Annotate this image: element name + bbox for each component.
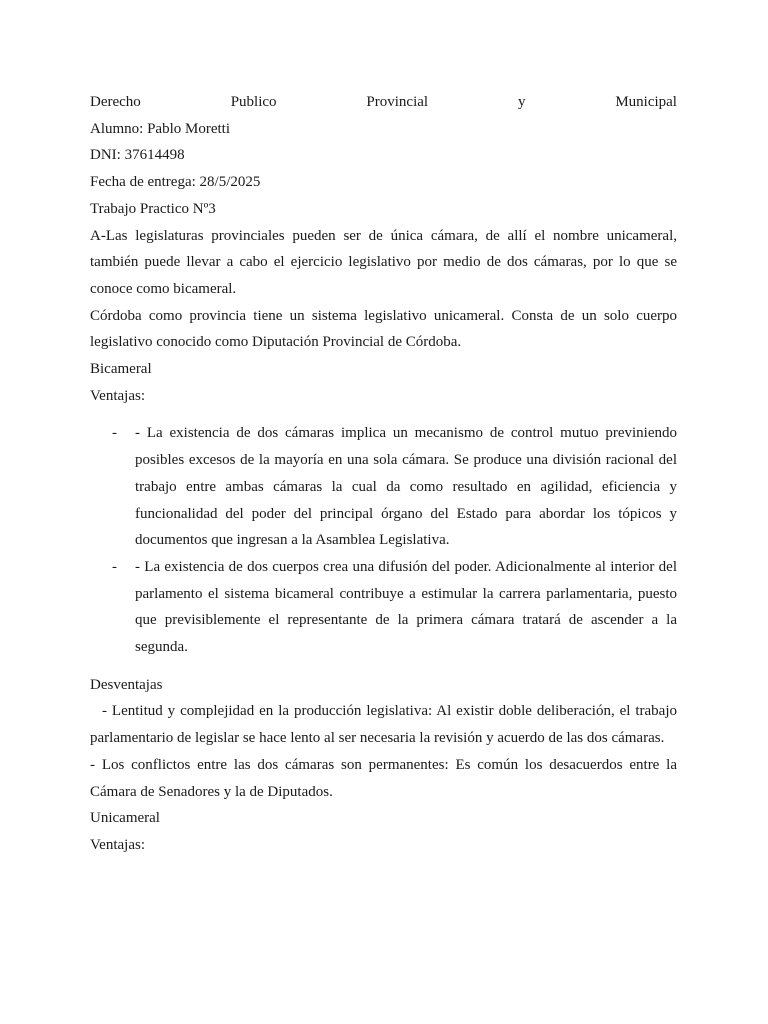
- desventaja-item: - Lentitud y complejidad en la producción legislativa: Al existir doble deliberación, el trabajo parlamentario de legislar se hace lento al ser necesaria la revisión y acuerdo de las dos cámaras.: [90, 703, 677, 747]
- title-word: Municipal: [615, 94, 677, 110]
- desventajas-label: Desventajas: [90, 676, 163, 693]
- student-dni: DNI: 37614498: [90, 147, 185, 164]
- list-item-text: - La existencia de dos cámaras implica un mecanismo de control mutuo previniendo posibles excesos de la mayoría en una sola cámara. Se produce una división racional del trabajo entre ambas cámaras la cual da como resultado en agilidad, eficiencia y funcionalidad del poder del principal órgano del Estado para abordar los tópicos y documentos que ingresan a la Asamblea Legislativa.: [135, 425, 677, 549]
- bullet-dash: -: [112, 558, 117, 575]
- desventaja-item: - Los conflictos entre las dos cámaras son permanentes: Es común los desacuerdos entre la Cámara de Senadores y la de Diputados.: [90, 756, 677, 800]
- list-item: [90, 420, 677, 554]
- assignment-title: Trabajo Practico Nº3: [90, 200, 216, 217]
- section-heading-bicameral: Bicameral: [90, 361, 152, 378]
- title-word: Provincial: [366, 94, 429, 110]
- ventajas-label: Ventajas:: [90, 387, 145, 404]
- document-title: [90, 89, 677, 116]
- unicameral-ventajas-label: Ventajas:: [90, 836, 145, 853]
- title-word: y: [517, 94, 526, 110]
- list-item-text: - La existencia de dos cuerpos crea una difusión del poder. Adicionalmente al interior del parlamento el sistema bicameral contribuye a estimular la carrera parlamentaria, puesto que previsiblemente el representante de la primera cámara tratará de ascender a la segunda.: [135, 558, 677, 656]
- section-heading-unicameral: Unicameral: [90, 810, 160, 827]
- due-date: Fecha de entrega: 28/5/2025: [90, 174, 261, 191]
- paragraph-cordoba: Córdoba como provincia tiene un sistema legislativo unicameral. Consta de un solo cuerpo legislativo conocido como Diputación Provincial de Córdoba.: [90, 307, 677, 351]
- title-word: Publico: [230, 94, 277, 110]
- student-name: Alumno: Pablo Moretti: [90, 120, 230, 137]
- ventajas-list: [90, 420, 677, 660]
- title-word: Derecho: [90, 94, 141, 110]
- list-item: [90, 554, 677, 661]
- document-page: [90, 89, 677, 859]
- paragraph-a: A-Las legislaturas provinciales pueden ser de única cámara, de allí el nombre unicameral, también puede llevar a cabo el ejercicio legislativo por medio de dos cámaras, por lo que se conoce como bicameral.: [90, 227, 677, 297]
- bullet-dash: -: [112, 425, 117, 442]
